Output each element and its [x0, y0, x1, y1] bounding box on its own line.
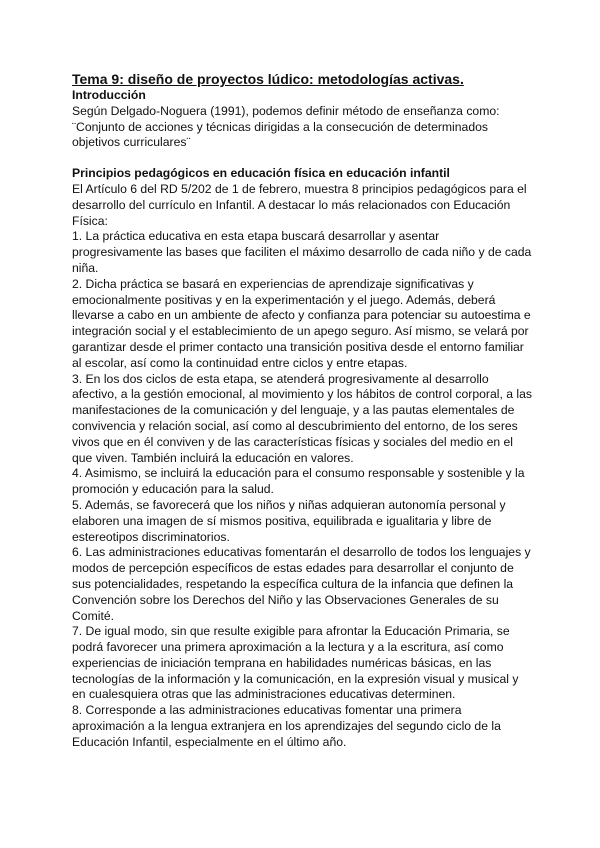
document-title: Tema 9: diseño de proyectos lúdico: metodologías activas. — [72, 71, 464, 87]
principle-item-3: 3. En los dos ciclos de esta etapa, se atenderá progresivamente al desarrollo afectivo, a la gestión emocional, al movimiento y los hábitos de control corporal, a las manifestaciones de la comunicación y del lenguaje, y a las pautas elementales de convivencia y relación social, así como al descubrimiento del entorno, de los seres vivos que en él conviven y de las características físicas y sociales del medio en el que viven. También incluirá la educación en valores. — [72, 371, 532, 465]
intro-paragraph: Según Delgado-Noguera (1991), podemos definir método de enseñanza como: ¨Conjunto de acciones y técnicas dirigidas a la consecución de determinados objetivos curriculares¨ — [72, 103, 500, 150]
intro-heading: Introducción — [72, 88, 146, 102]
principle-item-8: 8. Corresponde a las administraciones educativas fomentar una primera aproximación a la lengua extranjera en los aprendizajes del segundo ciclo de la Educación Infantil, especialmente en el último año. — [72, 703, 501, 749]
principle-item-2: 2. Dicha práctica se basará en experiencias de aprendizaje significativas y emocionalmente positivas y en la experimentación y el juego. Además, deberá llevarse a cabo en un ambiente de afecto y confianza para potenciar su autoestima e integración social y el establecimiento de un apego seguro. Así mismo, se velará por garantizar desde el primer contacto una transición positiva desde el entorno familiar al escolar, así como la continuidad entre ciclos y entre etapas. — [72, 276, 531, 370]
principle-item-7: 7. De igual modo, sin que resulte exigible para afrontar la Educación Primaria, se podrá favorecer una primera aproximación a la lectura y a la escritura, así como experiencias de iniciación temprana en habilidades numéricas básicas, en las tecnologías de la información y la comunicación, en la expresión visual y musical y en cualesquiera otras que las administraciones educativas determinen. — [72, 624, 519, 702]
principle-item-5: 5. Además, se favorecerá que los niños y niñas adquieran autonomía personal y elaboren una imagen de sí mismos positiva, equilibrada e igualitaria y libre de estereotipos discriminatorios. — [72, 497, 506, 544]
principle-item-4: 4. Asimismo, se incluirá la educación para el consumo responsable y sostenible y la promoción y educación para la salud. — [72, 466, 525, 497]
section-spacer — [72, 151, 532, 166]
principles-intro-paragraph: El Artículo 6 del RD 5/202 de 1 de febrero, muestra 8 principios pedagógicos para el desarrollo del currículo en Infantil. A destacar lo más relacionados con Educación Física: — [72, 181, 527, 228]
document-page — [72, 70, 532, 751]
principle-item-1: 1. La práctica educativa en esta etapa buscará desarrollar y asentar progresivamente las bases que faciliten el máximo desarrollo de cada niño y de cada niña. — [72, 229, 532, 275]
principles-heading: Principios pedagógicos en educación física en educación infantil — [72, 166, 450, 181]
principle-item-6: 6. Las administraciones educativas fomentarán el desarrollo de todos los lenguajes y modos de percepción específicos de estas edades para desarrollar el conjunto de sus potencialidades, respetando la específica cultura de la infancia que definen la Convención sobre los Derechos del Niño y las Observaciones Generales de su Comité. — [72, 545, 531, 623]
